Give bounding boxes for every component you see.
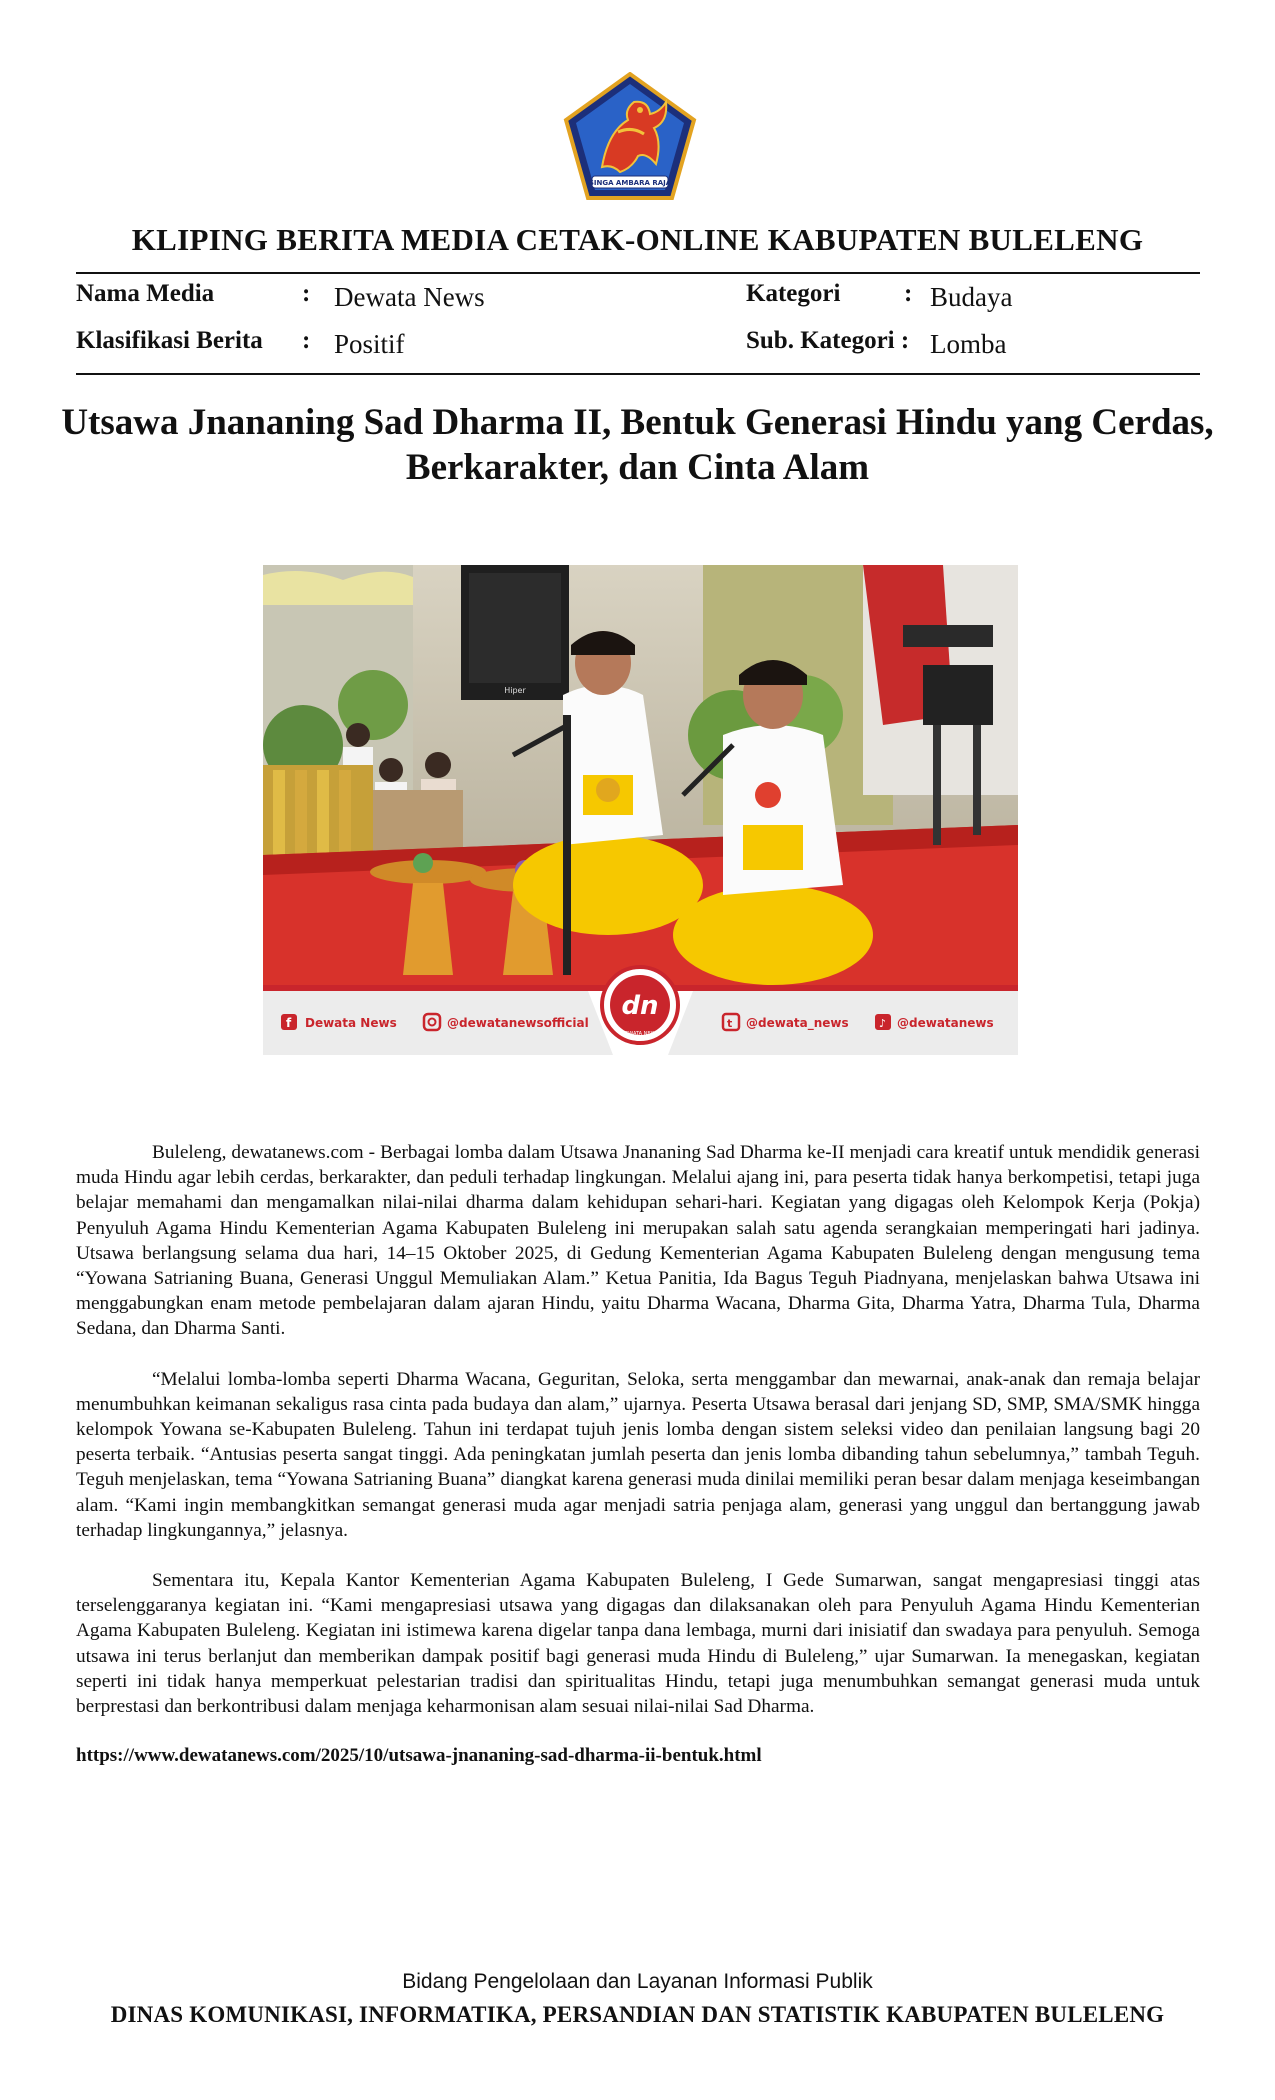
svg-text:f: f [286, 1016, 292, 1030]
dewata-news-logo-letters: dn [621, 991, 659, 1021]
svg-text:t: t [727, 1017, 733, 1030]
klasifikasi-colon: : [302, 327, 311, 354]
kategori-label: Kategori [746, 280, 841, 307]
bottom-divider [76, 373, 1200, 375]
sub-kategori-value: Lomba [930, 329, 1007, 359]
svg-text:♪: ♪ [879, 1017, 887, 1030]
headline-line-2: Berkarakter, dan Cinta Alam [405, 447, 870, 488]
speaker-brand: Hiper [504, 686, 526, 695]
clipping-title: KLIPING BERITA MEDIA CETAK-ONLINE KABUPATEN BULELENG [131, 222, 1144, 257]
crest-motto: SINGA AMBARA RAJA [588, 179, 672, 187]
instagram-handle: @dewatanewsofficial [447, 1016, 589, 1030]
article-paragraph-3: Sementara itu, Kepala Kantor Kementerian Agama Kabupaten Buleleng, I Gede Sumarwan, sangat mengapresiasi tinggi atas terselenggaranya kegiatan ini. “Kami mengapresiasi utsawa yang digagas dan dilaksanakan oleh para Penyuluh Agama Hindu Kementerian Agama Kabupaten Buleleng. Kegiatan ini istimewa karena digelar tanpa dana lembaga, murni dari inisiatif dan swadaya para penyuluh. Semoga utsawa ini terus berlanjut dan memberikan dampak positif bagi generasi muda Hindu di Buleleng,” ujar Sumarwan. Ia menegaskan, kegiatan seperti ini tidak hanya memperkuat pelestarian tradisi dan spiritualitas Hindu, tetapi juga menumbuhkan semangat generasi muda untuk berprestasi dan berkontribusi dalam menjaga keharmonisan alam sesuai nilai-nilai Sad Dharma. [76, 1570, 1200, 1718]
nama-media-colon: : [302, 280, 311, 307]
buleleng-crest-logo [562, 72, 698, 202]
facebook-handle: Dewata News [305, 1016, 397, 1030]
kategori-colon: : [904, 280, 913, 307]
source-url-link[interactable]: https://www.dewatanews.com/2025/10/utsawa-jnananing-sad-dharma-ii-bentuk.html [76, 1745, 762, 1766]
footer-agency: DINAS KOMUNIKASI, INFORMATIKA, PERSANDIAN DAN STATISTIK KABUPATEN BULELENG [110, 2002, 1165, 2027]
top-divider [76, 272, 1200, 274]
article-paragraph-1: Buleleng, dewatanews.com - Berbagai lomba dalam Utsawa Jnananing Sad Dharma ke-II menjadi cara kreatif untuk mendidik generasi muda Hindu agar lebih cerdas, berkarakter, dan peduli terhadap lingkungan. Melalui ajang ini, para peserta tidak hanya berkompetisi, tetapi juga belajar memahami dan mengamalkan nilai-nilai dharma dalam kehidupan sehari-hari. Kegiatan yang digagas oleh Kelompok Kerja (Pokja) Penyuluh Agama Hindu Kementerian Agama Kabupaten Buleleng ini merupakan salah satu agenda serangkaian memperingati hari jadinya. Utsawa berlangsung selama dua hari, 14–15 Oktober 2025, di Gedung Kementerian Agama Kabupaten Buleleng dengan mengusung tema “Yowana Satrianing Buana, Generasi Unggul Memuliakan Alam.” Ketua Panitia, Ida Bagus Teguh Piadnyana, menjelaskan bahwa Utsawa ini menggabungkan enam metode pembelajaran dalam ajaran Hindu, yaitu Dharma Wacana, Dharma Gita, Dharma Yatra, Dharma Tula, Dharma Sedana, dan Dharma Santi. [76, 1142, 1200, 1340]
dewata-news-logo-caption: DEWATA NEWS [621, 1031, 659, 1037]
footer-subtitle: Bidang Pengelolaan dan Layanan Informasi Publik [402, 1970, 873, 1993]
tiktok-handle: @dewatanews [897, 1016, 994, 1030]
article-paragraph-2: “Melalui lomba-lomba seperti Dharma Wacana, Geguritan, Seloka, serta menggambar dan mewarnai, anak-anak dan remaja belajar menumbuhkan keimanan sekaligus rasa cinta pada budaya dan alam,” ujarnya. Peserta Utsawa berasal dari jenjang SD, SMP, SMA/SMK hingga kelompok Yowana se-Kabupaten Buleleng. Tahun ini terdapat tujuh jenis lomba dengan sistem seleksi video dan penilaian langsung bagi 20 peserta terbaik. “Antusias peserta sangat tinggi. Ada peningkatan jumlah peserta dan jenis lomba dibanding tahun sebelumnya,” tambah Teguh. Teguh menjelaskan, tema “Yowana Satrianing Buana” diangkat karena generasi muda dinilai memiliki peran besar dalam menjaga keseimbangan alam. “Kami ingin membangkitkan semangat generasi muda agar menjadi satria penjaga alam, generasi yang unggul dan bertanggung jawab terhadap lingkungannya,” jelasnya. [76, 1368, 1200, 1541]
article-body [76, 1140, 1200, 1744]
article-photo [263, 565, 1018, 1055]
twitter-handle: @dewata_news [746, 1016, 849, 1030]
nama-media-label: Nama Media [76, 280, 215, 307]
klasifikasi-value: Positif [334, 329, 405, 359]
nama-media-value: Dewata News [334, 282, 485, 312]
headline-line-1: Utsawa Jnananing Sad Dharma II, Bentuk Generasi Hindu yang Cerdas, [61, 402, 1214, 443]
sub-kategori-label: Sub. Kategori : [746, 327, 910, 354]
kategori-value: Budaya [930, 282, 1013, 312]
article-headline [60, 400, 1215, 490]
klasifikasi-label: Klasifikasi Berita [76, 327, 263, 354]
